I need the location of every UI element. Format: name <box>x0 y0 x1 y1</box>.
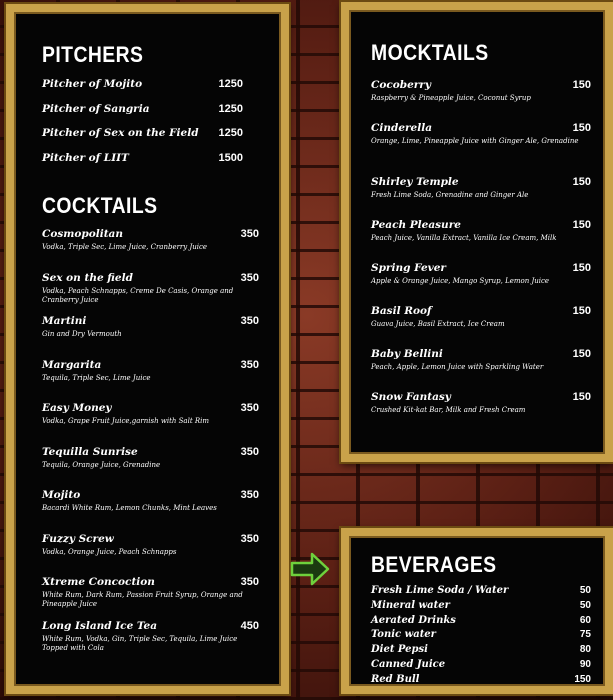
menu-item <box>42 358 259 402</box>
menu-item <box>371 628 591 643</box>
cocktails-heading: COCKTAILS <box>42 193 158 218</box>
menu-item <box>42 575 259 619</box>
arrow-right-icon <box>290 551 330 587</box>
menu-item <box>42 401 259 445</box>
item-price: 50 <box>579 599 591 611</box>
menu-item <box>42 619 259 663</box>
item-description: Vodka, Grape Fruit Juice,garnish with Salt Rim <box>42 417 210 425</box>
item-price: 1250 <box>218 127 243 139</box>
item-name: Pitcher of Sex on the Field <box>42 127 199 139</box>
item-description: Crushed Kit-kat Bar, Milk and Fresh Cream <box>371 406 526 414</box>
item-price: 50 <box>579 585 591 596</box>
item-price: 350 <box>240 358 259 371</box>
item-price: 350 <box>240 489 259 501</box>
item-name: Diet Pepsi <box>371 644 428 656</box>
item-description: Apple & Orange Juice, Mango Syrup, Lemon Juice <box>371 277 550 285</box>
item-price: 350 <box>240 576 259 588</box>
menu-item <box>42 126 243 151</box>
item-description: Fresh Lime Soda, Grenadine and Ginger Ale <box>371 191 529 199</box>
item-name: Margarita <box>42 358 102 371</box>
menu-item <box>42 151 243 176</box>
mocktails-heading: MOCKTAILS <box>371 40 489 65</box>
item-description: Tequila, Triple Sec, Lime Juice <box>42 373 151 382</box>
item-description: Peach, Apple, Lemon Juice with Sparkling Water <box>371 363 544 371</box>
item-name: Shirley Temple <box>371 176 459 188</box>
menu-item <box>42 488 259 532</box>
item-price: 150 <box>572 122 591 134</box>
item-price: 1250 <box>218 78 243 90</box>
menu-item <box>371 121 591 175</box>
item-description: Guava Juice, Basil Extract, Ice Cream <box>371 320 505 328</box>
item-price: 150 <box>572 79 591 91</box>
menu-item <box>371 218 591 261</box>
menu-item <box>42 271 259 315</box>
beverages-list <box>371 584 591 688</box>
menu-item <box>371 599 591 614</box>
item-price: 80 <box>579 644 591 656</box>
item-price: 350 <box>240 532 259 545</box>
menu-board-left <box>6 4 289 694</box>
item-name: Canned Juice <box>371 658 446 670</box>
item-price: 150 <box>572 391 591 403</box>
item-name: Mineral water <box>371 599 450 611</box>
item-name: Peach Pleasure <box>371 219 461 231</box>
item-description: Vodka, Peach Schnapps, Creme De Casis, Orange and Cranberry Juice <box>42 286 234 304</box>
menu-item <box>42 77 243 102</box>
item-name: Tonic water <box>371 629 436 641</box>
item-name: Pitcher of Sangria <box>42 102 150 115</box>
menu-item <box>42 532 259 576</box>
menu-item <box>371 304 591 347</box>
item-name: Cinderella <box>371 122 432 134</box>
item-name: Long Island Ice Tea <box>42 619 157 632</box>
item-price: 90 <box>579 658 591 670</box>
item-name: Snow Fantasy <box>371 391 451 403</box>
item-price: 150 <box>572 219 591 231</box>
menu-item <box>371 390 591 433</box>
item-price: 150 <box>572 176 591 188</box>
item-description: Gin and Dry Vermouth <box>42 330 122 338</box>
item-name: Pitcher of Mojito <box>42 78 143 90</box>
item-name: Basil Roof <box>371 305 432 317</box>
item-description: Raspberry & Pineapple Juice, Coconut Syrup <box>371 94 531 102</box>
pitchers-list <box>42 77 259 175</box>
item-price: 1250 <box>218 102 243 115</box>
item-name: Sex on the field <box>42 271 133 284</box>
item-name: Cocoberry <box>371 79 431 91</box>
item-description: Vodka, Triple Sec, Lime Juice, Cranberry Juice <box>42 243 208 251</box>
item-name: Cosmopolitan <box>42 228 123 240</box>
item-name: Red Bull <box>371 673 420 685</box>
item-price: 75 <box>579 629 591 641</box>
item-price: 350 <box>240 402 259 414</box>
menu-board-beverages <box>341 528 613 694</box>
item-description: White Rum, Dark Rum, Passion Fruit Syrup, Orange and Pineapple Juice <box>42 591 243 608</box>
menu-item <box>42 227 259 271</box>
pitchers-heading: PITCHERS <box>42 42 144 67</box>
item-description: Tequila, Orange Juice, Grenadine <box>42 460 161 469</box>
item-description: Bacardi White Rum, Lemon Chunks, Mint Leaves <box>42 504 217 512</box>
cocktails-list <box>42 227 259 662</box>
item-price: 150 <box>572 305 591 317</box>
item-price: 150 <box>572 262 591 274</box>
item-name: Baby Bellini <box>371 348 443 360</box>
item-description: Vodka, Orange Juice, Peach Schnapps <box>42 547 177 556</box>
item-name: Martini <box>42 315 87 327</box>
item-price: 350 <box>240 445 259 458</box>
menu-item <box>371 673 591 688</box>
item-price: 450 <box>240 619 259 632</box>
item-name: Fuzzy Screw <box>42 532 114 545</box>
item-price: 150 <box>574 673 591 685</box>
item-name: Xtreme Concoction <box>42 576 155 588</box>
menu-item <box>371 584 591 599</box>
menu-item <box>371 78 591 121</box>
item-price: 350 <box>240 315 259 327</box>
item-price: 1500 <box>218 151 243 164</box>
beverages-heading: BEVERAGES <box>371 552 497 577</box>
menu-item <box>371 643 591 658</box>
mocktails-list <box>371 78 591 433</box>
item-price: 350 <box>240 271 259 284</box>
item-price: 150 <box>572 348 591 360</box>
item-price: 350 <box>240 228 259 240</box>
menu-item <box>42 102 243 127</box>
item-name: Fresh Lime Soda / Water <box>371 585 509 596</box>
item-price: 60 <box>579 614 591 626</box>
item-name: Tequilla Sunrise <box>42 445 138 458</box>
item-description: White Rum, Vodka, Gin, Triple Sec, Tequila, Lime Juice Topped with Cola <box>42 634 238 652</box>
menu-item <box>371 614 591 629</box>
menu-item <box>42 314 259 358</box>
menu-item <box>42 445 259 489</box>
menu-item <box>371 261 591 304</box>
item-name: Spring Fever <box>371 262 446 274</box>
menu-item <box>371 347 591 390</box>
item-name: Pitcher of LIIT <box>42 151 129 164</box>
menu-board-mocktails <box>341 2 613 462</box>
item-name: Aerated Drinks <box>371 614 456 626</box>
item-name: Easy Money <box>42 402 112 414</box>
menu-item <box>371 175 591 218</box>
item-name: Mojito <box>42 489 81 501</box>
menu-item <box>371 658 591 673</box>
item-description: Orange, Lime, Pineapple Juice with Ginger Ale, Grenadine <box>371 137 579 145</box>
item-description: Peach Juice, Vanilla Extract, Vanilla Ice Cream, Milk <box>371 234 557 242</box>
